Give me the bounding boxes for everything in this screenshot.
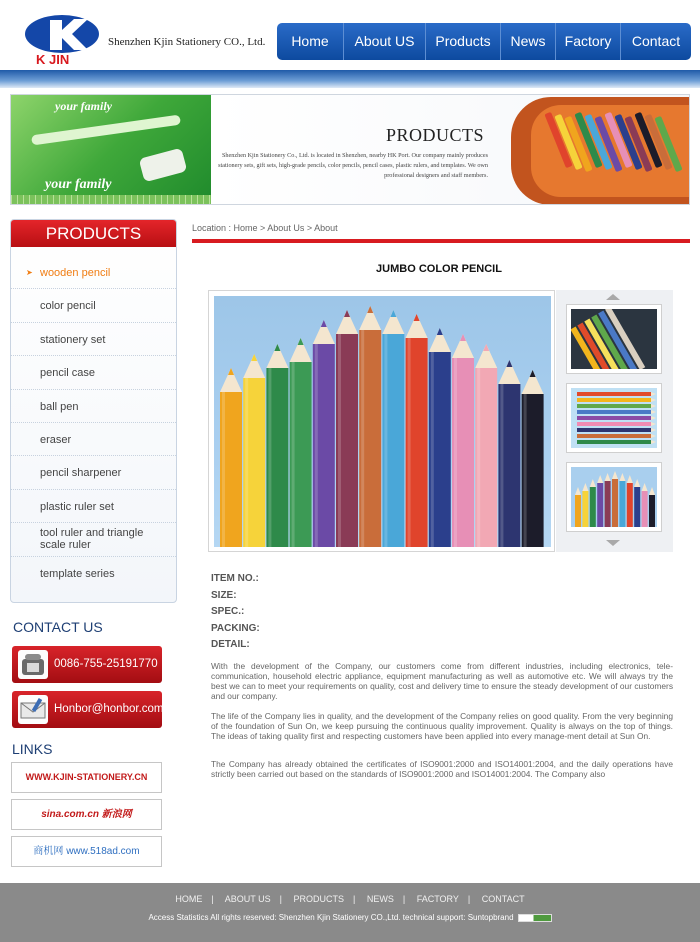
- company-name: Shenzhen Kjin Stationery CO., Ltd.: [108, 36, 266, 48]
- sidebar-item-label: plastic ruler set: [40, 500, 114, 513]
- main-nav: [277, 23, 691, 60]
- sidebar-item-stationery-set[interactable]: [11, 323, 176, 356]
- product-image-viewer: [208, 290, 555, 552]
- sidebar-item-tool-ruler[interactable]: [11, 523, 176, 556]
- banner-tag-bottom: your family: [45, 177, 112, 192]
- product-main-photo[interactable]: [214, 296, 551, 547]
- nav-home[interactable]: Home: [291, 33, 329, 49]
- sidebar-item-label: tool ruler and triangle scale ruler: [40, 527, 144, 552]
- thumbnail-1[interactable]: [566, 304, 662, 374]
- description-paragraph: With the development of the Company, our customers come from different industries, including electronics, tele-communication, household electric appliance, equipment manufacturing as well as automotive etc. We will always try the best we can to meet your requirements on quality, cost and delivery time to ensure the steady development of our customers and our company.: [211, 661, 673, 701]
- sidebar-item-template-series[interactable]: [11, 557, 176, 590]
- thumbnail-image: [571, 388, 657, 448]
- spec-item-no: ITEM NO.:: [211, 573, 259, 584]
- sina-logo: sina.com.cn 新浪网: [41, 809, 132, 820]
- envelope-icon: [18, 695, 48, 724]
- sidebar-item-eraser[interactable]: [11, 423, 176, 456]
- sidebar-item-label: ball pen: [40, 400, 79, 413]
- description-paragraph: The life of the Company lies in quality, and the development of the Company relies on good quality. From the very beginning of the foundation of Sun On, we keep pursuing the continuous quality improvement. Quality is always on the top of things. The ideas of taking quality first and respecting customers have been applied into every manage-ment detail at Sun On.: [211, 711, 673, 741]
- sidebar-heading: PRODUCTS: [11, 220, 176, 247]
- nav-about-us[interactable]: About US: [343, 23, 425, 60]
- sidebar-item-label: stationery set: [40, 333, 106, 346]
- phone-number: 0086-755-25191770: [54, 658, 158, 670]
- copyright-text: Access Statistics All rights reserved: Shenzhen Kjin Stationery CO.,Ltd. technical support: Suntopbrand: [148, 913, 514, 922]
- header-band: [0, 70, 700, 88]
- arrow-right-icon: ➤: [26, 268, 33, 277]
- spec-size: SIZE:: [211, 589, 237, 601]
- banner-pen-image: [31, 115, 181, 146]
- sidebar-item-label: color pencil: [40, 300, 96, 313]
- cnzz-stats-badge[interactable]: [518, 914, 552, 922]
- telephone-icon: [18, 650, 48, 679]
- nav-news[interactable]: News: [500, 23, 555, 60]
- banner-title: PRODUCTS: [386, 125, 485, 145]
- footer-link-home[interactable]: HOME: [175, 894, 203, 904]
- scroll-down-icon[interactable]: [606, 540, 620, 546]
- footer-link-about-us[interactable]: ABOUT US: [224, 894, 271, 904]
- pencils-image: [214, 296, 551, 547]
- link-shangjiwang[interactable]: [11, 836, 162, 867]
- thumbnail-image: [571, 467, 657, 527]
- products-banner: [10, 94, 690, 205]
- spec-packing: PACKING:: [211, 622, 260, 634]
- banner-tag-top: your family: [55, 99, 112, 113]
- phone-contact-button[interactable]: [12, 646, 162, 683]
- footer-copyright: [0, 913, 700, 922]
- footer-link-products[interactable]: PRODUCTS: [293, 894, 344, 904]
- nav-contact[interactable]: Contact: [620, 23, 691, 60]
- separator: |: [402, 894, 406, 904]
- spec-detail: DETAIL:: [211, 639, 250, 650]
- footer-link-contact[interactable]: CONTACT: [481, 894, 525, 904]
- sidebar-item-pencil-sharpener[interactable]: [11, 456, 176, 489]
- nav-factory[interactable]: Factory: [555, 23, 620, 60]
- separator: |: [467, 894, 471, 904]
- sidebar-item-plastic-ruler-set[interactable]: [11, 490, 176, 523]
- email-address: Honbor@honbor.com: [54, 703, 164, 715]
- nav-products[interactable]: Products: [425, 23, 500, 60]
- email-contact-button[interactable]: [12, 691, 162, 728]
- description-paragraph: The Company has already obtained the certificates of ISO9001:2000 and ISO14001:2004, and the daily operations have strictly been carried out based on the standards of ISO9001:2000 and ISO14001:2004. The Company also: [211, 759, 673, 779]
- sidebar-item-pencil-case[interactable]: [11, 356, 176, 389]
- logo-text: K JIN: [36, 52, 70, 66]
- link-kjin-stationery[interactable]: [11, 762, 162, 793]
- link-sina[interactable]: [11, 799, 162, 830]
- thumbnail-strip: [556, 290, 673, 552]
- link-label: WWW.KJIN-STATIONERY.CN: [25, 772, 148, 782]
- kjin-logo[interactable]: [22, 14, 100, 66]
- thumbnail-3[interactable]: [566, 462, 662, 532]
- product-title: JUMBO COLOR PENCIL: [376, 263, 502, 275]
- footer-link-factory[interactable]: FACTORY: [416, 894, 459, 904]
- footer-link-news[interactable]: NEWS: [366, 894, 394, 904]
- site-header: [0, 0, 700, 80]
- links-title: LINKS: [12, 741, 53, 757]
- sidebar-item-label: pencil sharpener: [40, 467, 122, 480]
- thumbnail-2[interactable]: [566, 383, 662, 453]
- separator: |: [211, 894, 214, 904]
- sidebar-item-label: template series: [40, 567, 115, 580]
- banner-sharpener-image: [139, 148, 188, 183]
- shangjiwang-logo: 商机网 www.518ad.com: [33, 846, 140, 857]
- banner-green-image: [11, 95, 211, 205]
- sidebar-item-label: wooden pencil: [40, 267, 111, 279]
- sidebar-item-wooden-pencil[interactable]: [11, 256, 176, 289]
- sidebar-item-label: eraser: [40, 433, 72, 446]
- sidebar-item-label: pencil case: [40, 367, 96, 380]
- category-list: [11, 256, 176, 590]
- banner-pencil-case-image: [511, 97, 689, 205]
- product-category-panel: [10, 219, 177, 603]
- contact-us-title: CONTACT US: [13, 619, 103, 635]
- product-specs: [211, 573, 260, 656]
- banner-ruler-image: [11, 195, 211, 205]
- banner-description: Shenzhen Kjin Stationery Co., Ltd. is located in Shenzhen, nearby HK Port. Our company mainly produces stationery sets, gift sets, high-grade pencils, color pencils, pencil cases, plastic rulers, and templates. We own professional designers and staff members.: [218, 152, 488, 179]
- sidebar-item-ball-pen[interactable]: [11, 390, 176, 423]
- thumbnail-image: [571, 309, 657, 369]
- separator: |: [279, 894, 282, 904]
- footer-nav: [0, 894, 700, 904]
- breadcrumb: Location : Home > About Us > About: [192, 223, 338, 233]
- sidebar-item-color-pencil[interactable]: [11, 289, 176, 322]
- scroll-up-icon[interactable]: [606, 294, 620, 300]
- site-footer: [0, 883, 700, 942]
- separator: |: [352, 894, 356, 904]
- section-divider: [192, 239, 690, 243]
- spec-spec: SPEC.:: [211, 606, 245, 617]
